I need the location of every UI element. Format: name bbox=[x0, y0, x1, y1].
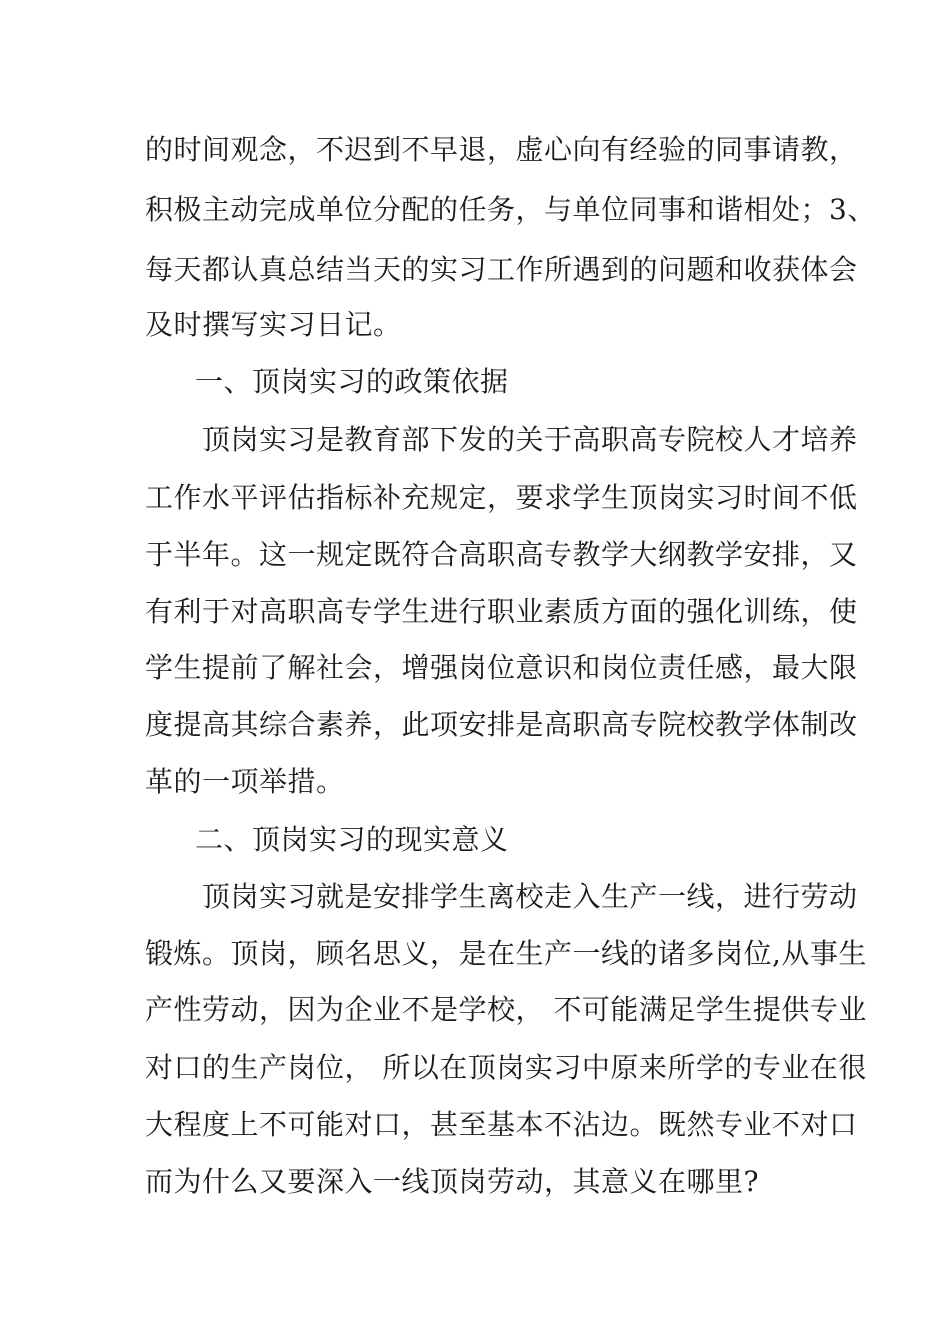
text-line: 革的一项举措。 bbox=[145, 765, 345, 798]
section-heading: 二、顶岗实习的现实意义 bbox=[195, 823, 509, 856]
text-line: 学生提前了解社会，增强岗位意识和岗位责任感，最大限 bbox=[145, 651, 858, 684]
text-line: 产性劳动，因为企业不是学校， 不可能满足学生提供专业 bbox=[145, 993, 867, 1026]
text-line: 有利于对高职高专学生进行职业素质方面的强化训练，使 bbox=[145, 595, 858, 628]
text-line: 度提高其综合素养，此项安排是高职高专院校教学体制改 bbox=[145, 708, 858, 741]
text-line: 工作水平评估指标补充规定，要求学生顶岗实习时间不低 bbox=[145, 481, 858, 514]
text-line: 大程度上不可能对口，甚至基本不沾边。既然专业不对口 bbox=[145, 1108, 858, 1141]
text-line: 每天都认真总结当天的实习工作所遇到的问题和收获体会 bbox=[145, 253, 858, 286]
text-line: 对口的生产岗位， 所以在顶岗实习中原来所学的专业在很 bbox=[145, 1051, 867, 1084]
text-line: 及时撰写实习日记。 bbox=[145, 308, 402, 341]
text-line: 的时间观念，不迟到不早退，虚心向有经验的同事请教， bbox=[145, 133, 858, 166]
text-line: 锻炼。顶岗，顾名思义，是在生产一线的诸多岗位,从事生 bbox=[145, 937, 867, 970]
section-heading: 一、顶岗实习的政策依据 bbox=[195, 365, 509, 398]
text-line: 而为什么又要深入一线顶岗劳动，其意义在哪里? bbox=[145, 1165, 760, 1198]
text-line: 顶岗实习就是安排学生离校走入生产一线，进行劳动 bbox=[145, 880, 858, 913]
text-line: 顶岗实习是教育部下发的关于高职高专院校人才培养 bbox=[145, 423, 858, 456]
text-line: 积极主动完成单位分配的任务，与单位同事和谐相处；3、 bbox=[145, 193, 876, 226]
text-line: 于半年。这一规定既符合高职高专教学大纲教学安排，又 bbox=[145, 538, 858, 571]
